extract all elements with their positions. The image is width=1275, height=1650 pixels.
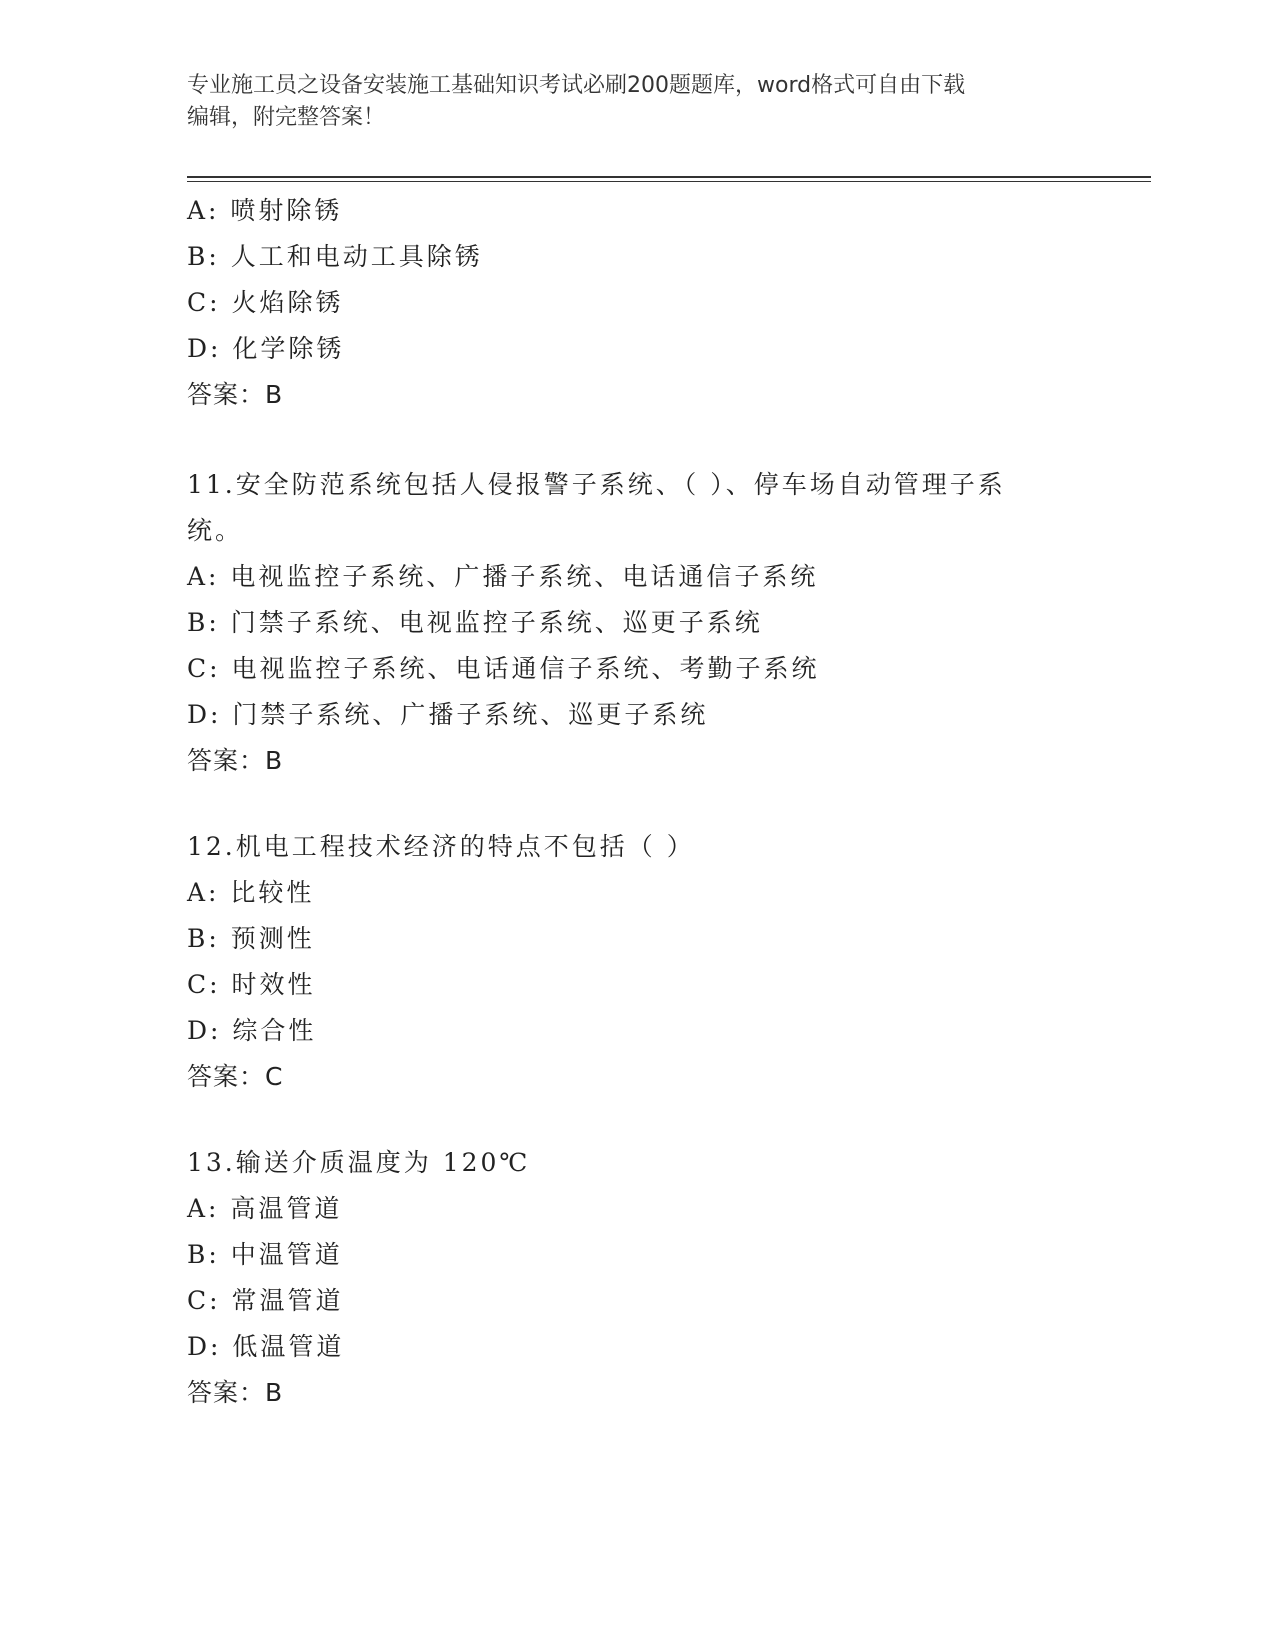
document-header	[187, 70, 1087, 134]
header-title-line-2: 编辑，附完整答案！	[187, 105, 386, 130]
option-c: C: 常温管道	[187, 1286, 344, 1315]
option-a: A: 高温管道	[187, 1194, 343, 1223]
question-13	[187, 1140, 1147, 1416]
question-10-partial	[187, 188, 1147, 418]
option-c: C: 火焰除锈	[187, 288, 344, 317]
option-b: B: 预测性	[187, 924, 315, 953]
answer-line: 答案：C	[187, 1062, 284, 1091]
question-list	[187, 188, 1147, 1416]
option-a: A: 喷射除锈	[187, 196, 343, 225]
option-b: B: 人工和电动工具除锈	[187, 242, 483, 271]
option-c: C: 时效性	[187, 970, 316, 999]
question-stem: 13.输送介质温度为 120℃	[187, 1148, 531, 1177]
option-d: D: 低温管道	[187, 1332, 345, 1361]
option-d: D: 化学除锈	[187, 334, 345, 363]
question-12	[187, 824, 1147, 1100]
option-c: C: 电视监控子系统、电话通信子系统、考勤子系统	[187, 654, 820, 683]
option-d: D: 门禁子系统、广播子系统、巡更子系统	[187, 700, 709, 729]
answer-line: 答案：B	[187, 1378, 284, 1407]
question-stem-continued: 统。	[187, 516, 244, 545]
answer-line: 答案：B	[187, 380, 284, 409]
option-a: A: 比较性	[187, 878, 315, 907]
question-stem: 11.安全防范系统包括人侵报警子系统、（ ）、停车场自动管理子系	[187, 470, 1006, 499]
option-b: B: 中温管道	[187, 1240, 343, 1269]
option-b: B: 门禁子系统、电视监控子系统、巡更子系统	[187, 608, 763, 637]
option-d: D: 综合性	[187, 1016, 317, 1045]
option-a: A: 电视监控子系统、广播子系统、电话通信子系统	[187, 562, 819, 591]
answer-line: 答案：B	[187, 746, 284, 775]
question-stem: 12.机电工程技术经济的特点不包括（ ）	[187, 832, 695, 861]
header-divider	[187, 176, 1151, 182]
question-11	[187, 462, 1147, 784]
header-title-line-1: 专业施工员之设备安装施工基础知识考试必刷200题题库，word格式可自由下载	[187, 73, 966, 98]
